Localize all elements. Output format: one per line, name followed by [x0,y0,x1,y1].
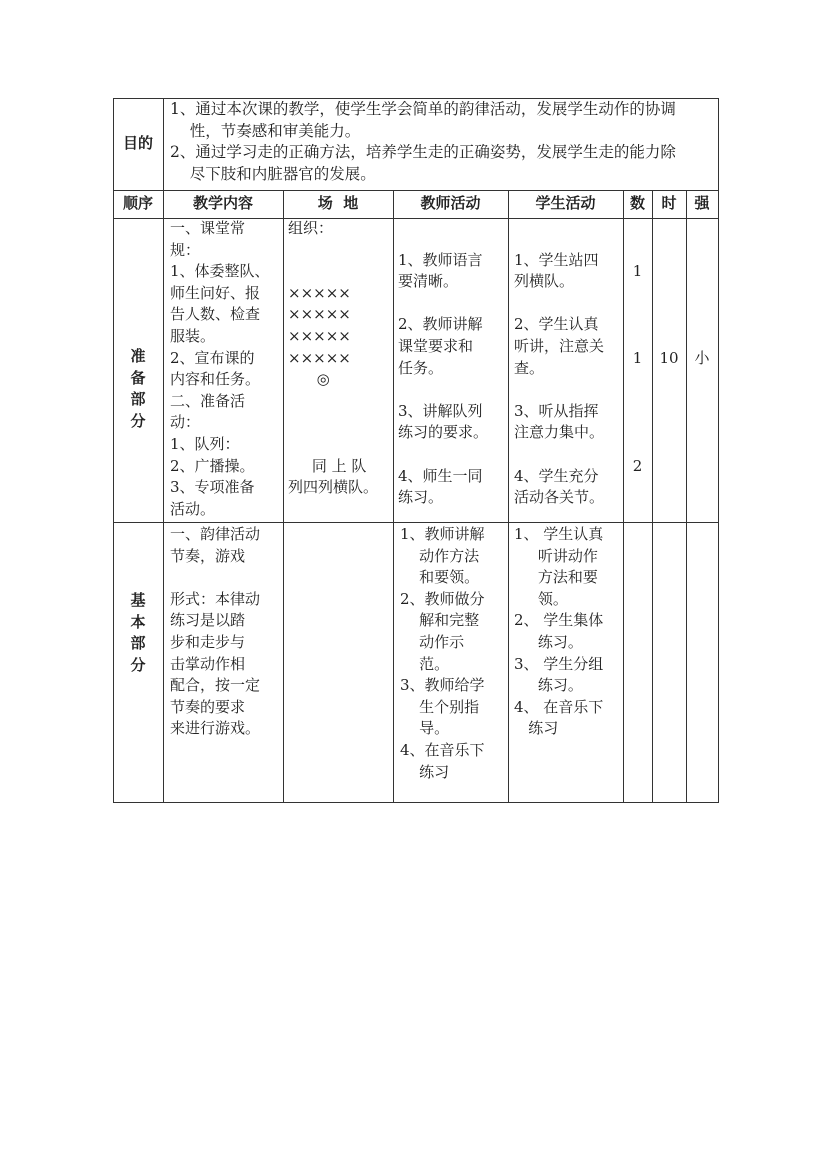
text-line: 3、听从指挥 [514,401,599,420]
text-line: 一、课堂常 [170,219,246,237]
prep-count [623,218,652,477]
text-line: ◎ [288,370,330,389]
text-line [514,228,622,250]
text-line [623,326,652,348]
text-line: 生个别指 [400,697,480,716]
text-line: 动： [170,413,201,432]
col-divider [508,190,509,803]
prep-section-label [113,346,163,432]
basic-content [170,524,282,740]
text-line: 节奏的要求 [170,697,246,716]
text-line: 方法和要 [514,568,598,587]
text-line: 听讲，注意关 [514,336,605,355]
text-line: ××××× [288,283,351,302]
text-line: 组织： [288,219,334,237]
text-line: 练习是以踏 [170,611,246,630]
text-line: 练习。 [514,676,583,695]
text-line: 1、 学生认真 [514,525,604,543]
text-line: 规： [170,240,201,259]
text-line: 备 [130,368,146,387]
text-line: 1 [632,348,643,367]
header-content: 教学内容 [192,194,253,212]
header-venue: 场 地 [317,194,359,212]
text-line: 2、教师讲解 [398,315,483,334]
text-line [623,391,652,413]
text-line: 听讲动作 [514,546,598,565]
text-line: 2、广播操。 [170,456,255,475]
text-line: 服装。 [170,326,216,345]
text-line [623,369,652,391]
prep-student-activity [514,228,622,509]
text-line: 2、教师做分 [400,589,485,608]
text-line: 注意力集中。 [514,423,605,442]
text-line: 2、学生认真 [514,315,599,334]
text-line: 基 [130,591,146,609]
text-line [514,444,622,466]
header-student: 学生活动 [535,194,596,212]
text-line: 部 [130,634,146,653]
text-line: 一、韵律活动 [170,525,261,543]
text-line: ××××× [288,305,351,324]
prep-content [170,218,282,520]
text-line: 配合，按一定 [170,676,261,695]
text-line: 练习。 [398,488,444,507]
text-line: 查。 [514,358,545,377]
prep-venue [288,218,392,499]
text-line: 练习。 [514,632,583,651]
text-line [288,261,392,283]
prep-intensity: 小 [694,349,710,367]
text-line [623,434,652,456]
text-line: 步和走步与 [170,632,246,651]
text-line [288,240,392,262]
header-time: 时 [661,194,677,212]
text-line: 导。 [400,719,450,738]
text-line: 和要领。 [400,568,480,587]
text-line: 练习 [514,719,559,738]
text-line: 师生问好、报 [170,283,261,302]
col-divider [652,190,653,803]
col-divider [393,190,394,803]
text-line: ××××× [288,326,351,345]
text-line: 2、通过学习走的正确方法，培养学生走的正确姿势，发展学生走的能力除 [170,143,676,162]
text-line: 本 [130,612,146,631]
col-divider [283,190,284,803]
prep-time: 10 [659,349,679,367]
header-count: 数 [629,194,645,212]
text-line: 3、 学生分组 [514,654,604,673]
text-line: 3、专项准备 [170,478,255,497]
table-border-right [718,98,719,803]
text-line [398,228,506,250]
text-line: 同 上 队 [288,456,367,475]
text-line [398,379,506,401]
basic-teacher-activity [400,524,508,783]
text-line: 3、教师给学 [400,676,485,695]
text-line: 内容和任务。 [170,370,261,389]
text-line [288,391,392,413]
text-line: 范。 [400,654,450,673]
text-line: 1、通过本次课的教学，使学生学会简单的韵律活动，发展学生动作的协调 [170,100,676,118]
text-line: 1、教师语言 [398,250,483,269]
text-line [623,218,652,240]
text-line: 列四列横队。 [288,478,379,497]
text-line: 动作示 [400,632,465,651]
text-line [288,412,392,434]
purpose-label: 目的 [122,134,153,152]
text-line: 4、 在音乐下 [514,697,604,716]
text-line: 2、 学生集体 [514,611,604,630]
text-line [170,567,282,589]
text-line: 2 [632,456,643,475]
text-line [623,304,652,326]
text-line [514,293,622,315]
header-intensity: 强 [694,194,710,212]
text-line: 二、准备活 [170,391,246,410]
text-line: 告人数、检查 [170,305,261,324]
text-line [288,434,392,456]
purpose-text [170,99,718,185]
text-line: ××××× [288,348,351,367]
text-line: 3、讲解队列 [398,401,483,420]
header-order: 顺序 [122,194,153,212]
text-line: 部 [130,390,146,409]
text-line: 列横队。 [514,272,575,291]
text-line: 来进行游戏。 [170,719,261,738]
text-line: 1、体委整队、 [170,262,270,281]
text-line: 尽下肢和内脏器官的发展。 [170,164,376,183]
row-divider [113,522,719,523]
text-line: 动作方法 [400,546,480,565]
text-line: 解和完整 [400,611,480,630]
text-line: 4、学生充分 [514,466,599,485]
text-line: 准 [130,347,146,365]
text-line: 1 [632,262,643,281]
text-line: 活动各关节。 [514,488,605,507]
text-line: 1、学生站四 [514,250,599,269]
text-line: 分 [130,655,146,674]
text-line: 领。 [514,589,568,608]
text-line: 4、在音乐下 [400,740,485,759]
col-divider [686,190,687,803]
text-line: 任务。 [398,358,444,377]
basic-student-activity [514,524,622,740]
text-line: 1、教师讲解 [400,525,485,543]
text-line [398,293,506,315]
text-line: 练习 [400,762,450,781]
text-line: 击掌动作相 [170,654,246,673]
text-line: 活动。 [170,499,216,518]
text-line: 形式：本律动 [170,589,261,608]
text-line: 节奏，游戏 [170,546,246,565]
text-line [623,412,652,434]
text-line: 练习的要求。 [398,423,489,442]
header-teacher: 教师活动 [420,194,481,212]
text-line [514,379,622,401]
text-line: 2、宣布课的 [170,348,255,367]
text-line [623,240,652,262]
table-border-bottom [113,802,719,803]
text-line: 1、队列： [170,434,240,453]
text-line [623,283,652,305]
prep-teacher-activity [398,228,506,509]
text-line: 性，节奏感和审美能力。 [170,121,361,140]
text-line [398,444,506,466]
text-line: 课堂要求和 [398,336,474,355]
text-line: 要清晰。 [398,272,459,291]
basic-section-label [113,590,163,676]
text-line: 4、师生一同 [398,466,483,485]
row-divider [113,190,719,191]
text-line: 分 [130,411,146,430]
